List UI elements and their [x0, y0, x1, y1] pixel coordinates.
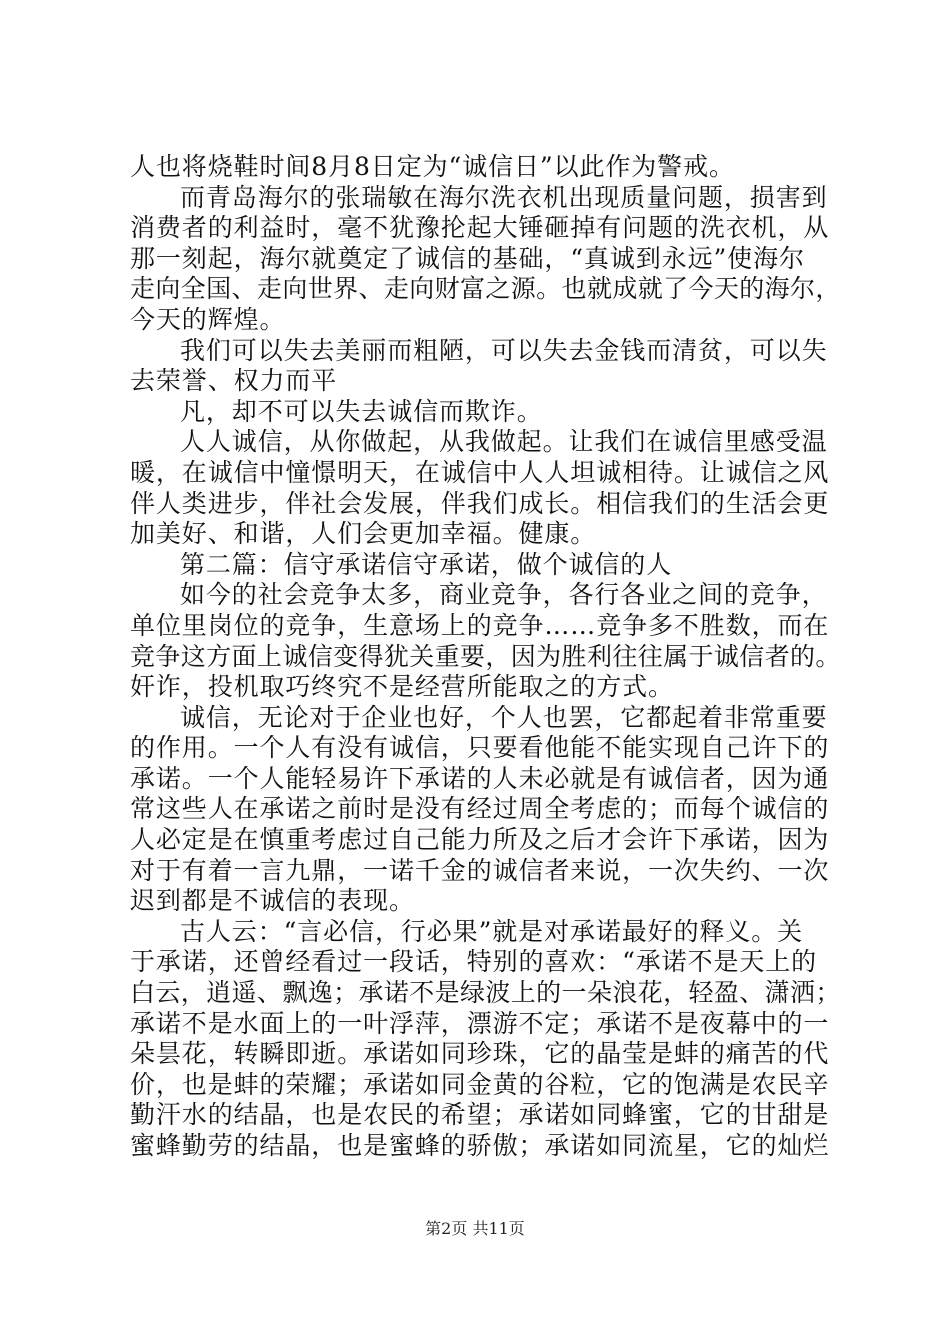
text-line: 的作用。一个人有没有诚信，只要看他能不能实现自己许下的 — [130, 733, 830, 763]
text-line: 暖，在诚信中憧憬明天，在诚信中人人坦诚相待。让诚信之风 — [130, 457, 830, 487]
text-line: 迟到都是不诚信的表现。 — [130, 886, 415, 916]
text-line: 勤汗水的结晶，也是农民的希望；承诺如同蜂蜜，它的甘甜是 — [130, 1100, 830, 1130]
text-line: 蜜蜂勤劳的结晶，也是蜜蜂的骄傲；承诺如同流星，它的灿烂 — [130, 1131, 830, 1160]
text-line: 对于有着一言九鼎，一诺千金的诚信者来说，一次失约、一次 — [130, 855, 830, 885]
page-footer: 第2页 共11页 — [425, 1219, 525, 1238]
text-line: 走向全国、走向世界、走向财富之源。也就成就了今天的海尔， — [130, 274, 841, 304]
text-line: 常这些人在承诺之前时是没有经过周全考虑的；而每个诚信的 — [130, 794, 830, 824]
text-line: 竞争这方面上诚信变得犹关重要，因为胜利往往属于诚信者的。 — [130, 641, 841, 671]
text-line: 价，也是蚌的荣耀；承诺如同金黄的谷粒，它的饱满是农民辛 — [130, 1069, 830, 1099]
text-line: 加美好、和谐，人们会更加幸福。健康。 — [130, 519, 597, 549]
text-line: 单位里岗位的竞争，生意场上的竞争……竞争多不胜数，而在 — [130, 610, 830, 640]
text-line: 白云，逍遥、飘逸；承诺不是绿波上的一朵浪花，轻盈、潇洒； — [130, 978, 841, 1008]
text-line: 诚信，无论对于企业也好，个人也罢，它都起着非常重要 — [180, 702, 828, 732]
text-line: 人必定是在慎重考虑过自己能力所及之后才会许下承诺，因为 — [130, 825, 830, 855]
text-line: 古人云：“言必信，行必果”就是对承诺最好的释义。关 — [180, 916, 804, 946]
text-line: 如今的社会竞争太多，商业竞争，各行各业之间的竞争， — [180, 580, 828, 610]
text-line: 人人诚信，从你做起，从我做起。让我们在诚信里感受温 — [180, 427, 828, 457]
text-line: 我们可以失去美丽而粗陋，可以失去金钱而清贫，可以失 — [180, 335, 828, 365]
text-line: 今天的辉煌。 — [130, 304, 286, 334]
text-line: 于承诺，还曾经看过一段话，特别的喜欢：“承诺不是天上的 — [130, 947, 818, 977]
text-line: 消费者的利益时，毫不犹豫抡起大锤砸掉有问题的洗衣机，从 — [130, 213, 830, 243]
text-line: 那一刻起，海尔就奠定了诚信的基础，“真诚到永远”使海尔 — [130, 243, 805, 273]
text-line: 凡，却不可以失去诚信而欺诈。 — [180, 396, 543, 426]
text-line: 去荣誉、权力而平 — [130, 366, 338, 396]
document-body — [130, 152, 842, 1162]
text-line: 承诺不是水面上的一叶浮萍，漂游不定；承诺不是夜幕中的一 — [130, 1008, 830, 1038]
text-line: 承诺。一个人能轻易许下承诺的人未必就是有诚信者，因为通 — [130, 763, 830, 793]
text-line: 而青岛海尔的张瑞敏在海尔洗衣机出现质量问题，损害到 — [180, 182, 828, 212]
text-line: 人也将烧鞋时间8月8日定为“诚信日”以此作为警戒。 — [130, 152, 735, 181]
text-line: 朵昙花，转瞬即逝。承诺如同珍珠，它的晶莹是蚌的痛苦的代 — [130, 1039, 830, 1069]
text-line: 奸诈，投机取巧终究不是经营所能取之的方式。 — [130, 672, 674, 702]
text-line: 伴人类进步，伴社会发展，伴我们成长。相信我们的生活会更 — [130, 488, 830, 518]
text-line: 第二篇：信守承诺信守承诺，做个诚信的人 — [180, 549, 673, 579]
